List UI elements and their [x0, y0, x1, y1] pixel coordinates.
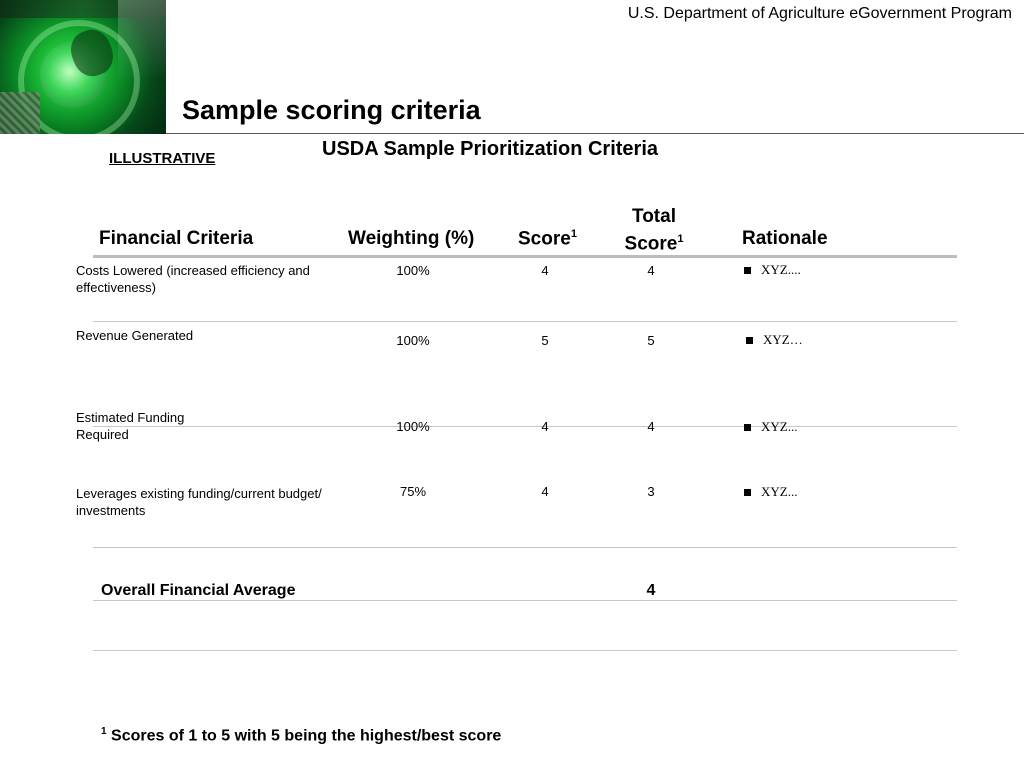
header-score	[518, 228, 577, 250]
row-criteria: Leverages existing funding/current budget/ investments	[76, 486, 322, 518]
row-rationale: XYZ...	[744, 418, 797, 435]
illustrative-badge: ILLUSTRATIVE	[109, 150, 216, 167]
row-weighting: 75%	[399, 484, 427, 499]
row-weighting: 100%	[396, 333, 430, 348]
row-total-score: 3	[647, 484, 655, 499]
header-rationale: Rationale	[742, 228, 828, 249]
row-rationale: XYZ...	[744, 483, 797, 500]
footnote-mark: 1	[101, 726, 107, 737]
bullet-icon	[744, 489, 751, 496]
row-divider	[93, 650, 957, 651]
bullet-icon	[744, 424, 751, 431]
footnote-text: Scores of 1 to 5 with 5 being the highest/best score	[111, 727, 502, 745]
overall-average-label: Overall Financial Average	[101, 582, 296, 599]
row-score: 4	[541, 419, 549, 434]
footnote-mark: 1	[677, 233, 684, 245]
footnote	[101, 726, 501, 745]
row-score: 4	[541, 484, 549, 499]
row-rationale: XYZ…	[746, 331, 803, 348]
row-total-score: 5	[647, 333, 655, 348]
bullet-icon	[746, 337, 753, 344]
overall-average-value: 4	[646, 582, 656, 599]
row-total-score: 4	[647, 263, 655, 278]
header-score-label: Score	[518, 228, 571, 250]
row-rationale: XYZ....	[744, 261, 801, 278]
header-total-score	[612, 205, 696, 255]
footnote-mark: 1	[570, 228, 577, 240]
row-divider	[93, 600, 957, 601]
row-total-score: 4	[647, 419, 655, 434]
header-financial-criteria: Financial Criteria	[99, 228, 254, 249]
usda-globe-image	[0, 0, 166, 134]
header-total-line2: Score$^1$	[624, 233, 684, 255]
row-divider	[93, 547, 957, 548]
row-score: 4	[541, 263, 549, 278]
row-score: 5	[541, 333, 549, 348]
program-header: U.S. Department of Agriculture eGovernment Program	[627, 5, 1012, 22]
header-divider	[93, 255, 957, 258]
header-weighting: Weighting (%)	[348, 228, 475, 249]
row-criteria: Estimated Funding Required	[76, 410, 185, 442]
row-criteria: Costs Lowered (increased efficiency and effectiveness)	[76, 263, 310, 295]
title-divider	[166, 133, 1024, 134]
slide-title: Sample scoring criteria	[182, 95, 481, 125]
row-divider	[93, 321, 957, 322]
table-title: USDA Sample Prioritization Criteria	[322, 138, 658, 160]
header-total-line1: Total	[632, 206, 676, 227]
row-weighting: 100%	[396, 419, 430, 434]
bullet-icon	[744, 267, 751, 274]
row-weighting: 100%	[396, 263, 430, 278]
row-criteria: Revenue Generated	[76, 328, 194, 343]
